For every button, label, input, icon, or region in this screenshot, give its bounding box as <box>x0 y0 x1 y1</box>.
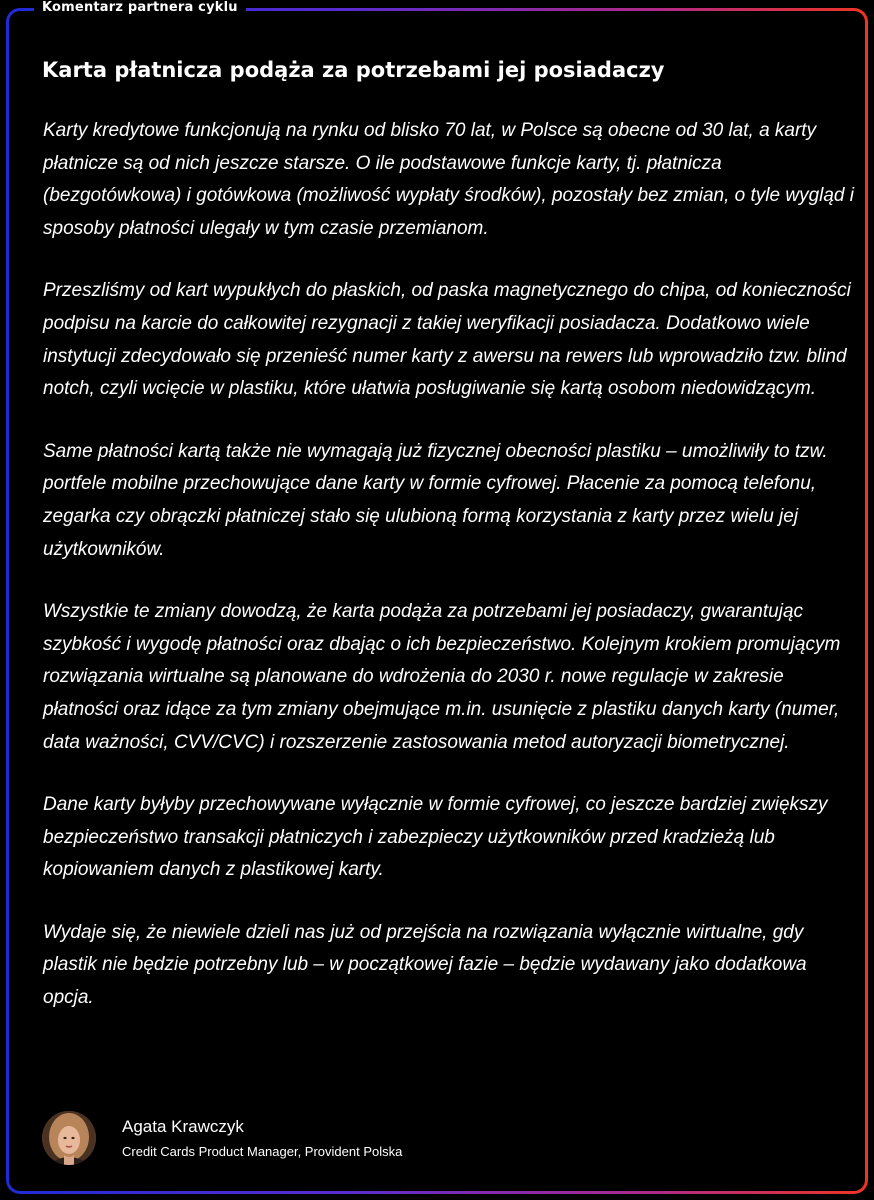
avatar <box>42 1111 96 1165</box>
paragraph-3: Same płatności kartą także nie wymagają już fizycznej obecności plastiku – umożliwiły to tzw. portfele mobilne przechowujące dane karty w formie cyfrowej. Płacenie za pomocą telefonu, zegarka czy obrączki płatniczej stało się ulubioną formą korzystania z karty przez wielu jej użytkowników. <box>43 440 828 560</box>
author-name: Agata Krawczyk <box>122 1117 244 1136</box>
author-role: Credit Cards Product Manager, Provident Polska <box>122 1144 403 1159</box>
article-title: Karta płatnicza podąża za potrzebami jej posiadaczy <box>42 58 665 82</box>
author-block <box>42 1111 842 1167</box>
paragraph-6: Wydaje się, że niewiele dzieli nas już od przejścia na rozwiązania wyłącznie wirtualne, gdy plastik nie będzie potrzebny lub – w początkowej fazie – będzie wydawany jako dodatkowa opcja. <box>43 921 807 1009</box>
paragraph-2: Przeszliśmy od kart wypukłych do płaskich, od paska magnetycznego do chipa, od konieczności podpisu na karcie do całkowitej rezygnacji z takiej weryfikacji posiadacza. Dodatkowo wiele instytucji zdecydowało się przenieść numer karty z awersu na rewers lub wprowadziło tzw. blind notch, czyli wcięcie w plastiku, które ułatwia posługiwanie się kartą osobom niedowidzącym. <box>43 280 851 400</box>
paragraph-4: Wszystkie te zmiany dowodzą, że karta podąża za potrzebami jej posiadaczy, gwarantując szybkość i wygodę płatności oraz dbając o ich bezpieczeństwo. Kolejnym krokiem promującym rozwiązania wirtualne są planowane do wdrożenia do 2030 r. nowe regulacje w zakresie płatności oraz idące za tym zmiany obejmujące m.in. usunięcie z plastiku danych karty (numer, data ważności, CVV/CVC) i rozszerzenie zastosowania metod autoryzacji biometrycznej. <box>43 601 841 753</box>
article-frame <box>6 8 868 1194</box>
article-panel <box>9 11 865 1191</box>
partner-tag: Komentarz partnera cyklu <box>34 0 246 18</box>
paragraph-5: Dane karty byłyby przechowywane wyłącznie w formie cyfrowej, co jeszcze bardziej zwiększy bezpieczeństwo transakcji płatniczych i zabezpieczy użytkowników przed kradzieżą lub kopiowaniem danych z plastikowej karty. <box>43 794 828 881</box>
author-portrait-icon <box>42 1111 96 1165</box>
paragraph-1: Karty kredytowe funkcjonują na rynku od blisko 70 lat, w Polsce są obecne od 30 lat, a karty płatnicze są od nich jeszcze starsze. O ile podstawowe funkcje karty, tj. płatnicza (bezgotówkowa) i gotówkowa (możliwość wypłaty środków), pozostały bez zmian, o tyle wygląd i sposoby płatności ulegały w tym czasie przemianom. <box>43 120 854 239</box>
article-body <box>43 115 855 1045</box>
